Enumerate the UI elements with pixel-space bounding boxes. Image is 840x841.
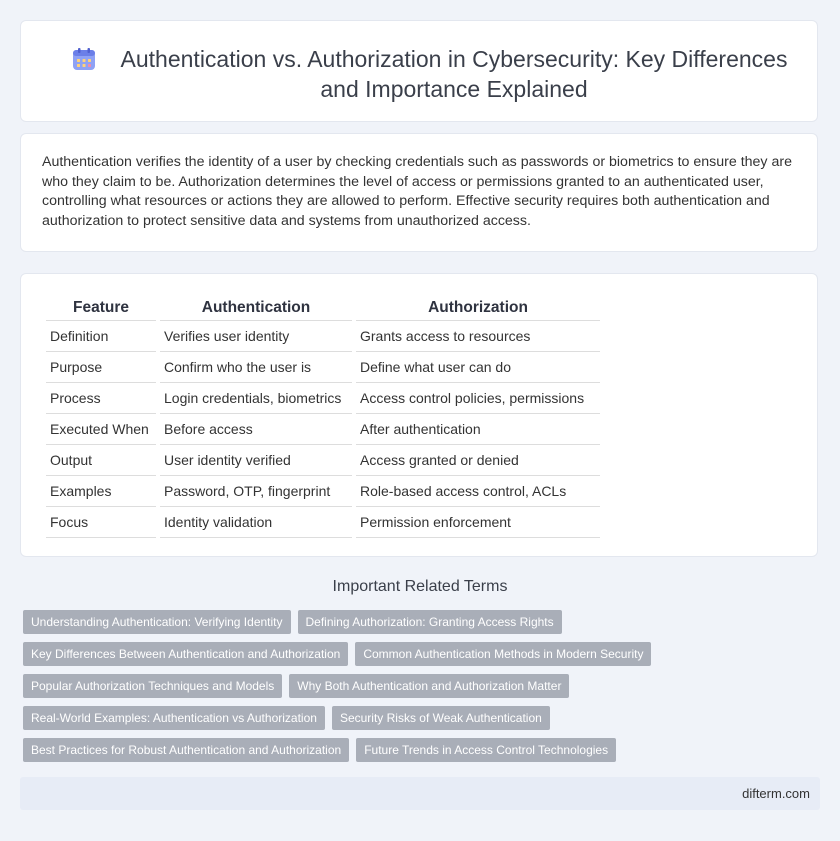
authorization-cell: Grants access to resources xyxy=(356,321,600,352)
table-row xyxy=(46,445,600,476)
tag-row xyxy=(23,674,823,698)
table-row xyxy=(46,321,600,352)
authentication-cell: User identity verified xyxy=(160,445,352,476)
related-term-link[interactable]: Why Both Authentication and Authorization Matter xyxy=(289,674,569,698)
intro-text: Authentication verifies the identity of a user by checking credentials such as passwords or biometrics to ensure they are who they claim to be. Authorization determines the level of access or permissions granted to an authenticated user, controlling what resources or actions they are allowed to perform. Effective security requires both authentication and authorization to protect sensitive data and systems from unauthorized access. xyxy=(42,154,792,229)
authorization-cell: Access control policies, permissions xyxy=(356,383,600,414)
related-term-link[interactable]: Future Trends in Access Control Technologies xyxy=(356,738,616,762)
header-feature: Feature xyxy=(46,296,156,321)
related-term-link[interactable]: Key Differences Between Authentication and Authorization xyxy=(23,642,348,666)
related-term-link[interactable]: Best Practices for Robust Authentication and Authorization xyxy=(23,738,349,762)
authentication-cell: Identity validation xyxy=(160,507,352,538)
related-term-link[interactable]: Security Risks of Weak Authentication xyxy=(332,706,550,730)
related-term-link[interactable]: Understanding Authentication: Verifying Identity xyxy=(23,610,291,634)
table-row xyxy=(46,476,600,507)
related-term-link[interactable]: Common Authentication Methods in Modern Security xyxy=(355,642,651,666)
related-terms-heading: Important Related Terms xyxy=(332,578,508,595)
feature-cell: Process xyxy=(46,383,156,414)
table-row xyxy=(46,414,600,445)
table-row xyxy=(46,507,600,538)
authentication-cell: Login credentials, biometrics xyxy=(160,383,352,414)
table-header-row xyxy=(46,296,600,321)
authorization-cell: Role-based access control, ACLs xyxy=(356,476,600,507)
related-terms-list xyxy=(23,610,823,770)
authentication-cell: Verifies user identity xyxy=(160,321,352,352)
calendar-grid-icon xyxy=(71,47,97,73)
authorization-cell: Access granted or denied xyxy=(356,445,600,476)
footer xyxy=(20,777,820,810)
feature-cell: Purpose xyxy=(46,352,156,383)
comparison-card xyxy=(20,273,818,557)
authorization-cell: Define what user can do xyxy=(356,352,600,383)
authorization-cell: After authentication xyxy=(356,414,600,445)
table-row xyxy=(46,352,600,383)
header-authentication: Authentication xyxy=(160,296,352,321)
tag-row xyxy=(23,642,823,666)
feature-cell: Executed When xyxy=(46,414,156,445)
feature-cell: Focus xyxy=(46,507,156,538)
feature-cell: Output xyxy=(46,445,156,476)
tag-row xyxy=(23,738,823,762)
page-title: Authentication vs. Authorization in Cybersecurity: Key Differences and Importance Explained xyxy=(120,46,788,102)
authentication-cell: Password, OTP, fingerprint xyxy=(160,476,352,507)
authentication-cell: Before access xyxy=(160,414,352,445)
feature-cell: Examples xyxy=(46,476,156,507)
intro-card xyxy=(20,133,818,252)
related-term-link[interactable]: Real-World Examples: Authentication vs Authorization xyxy=(23,706,325,730)
comparison-table xyxy=(42,296,604,538)
related-term-link[interactable]: Defining Authorization: Granting Access Rights xyxy=(298,610,562,634)
site-link[interactable]: difterm.com xyxy=(742,786,810,801)
authorization-cell: Permission enforcement xyxy=(356,507,600,538)
related-term-link[interactable]: Popular Authorization Techniques and Models xyxy=(23,674,282,698)
header-authorization: Authorization xyxy=(356,296,600,321)
tag-row xyxy=(23,706,823,730)
tag-row xyxy=(23,610,823,634)
authentication-cell: Confirm who the user is xyxy=(160,352,352,383)
title-card xyxy=(20,20,818,122)
feature-cell: Definition xyxy=(46,321,156,352)
table-row xyxy=(46,383,600,414)
